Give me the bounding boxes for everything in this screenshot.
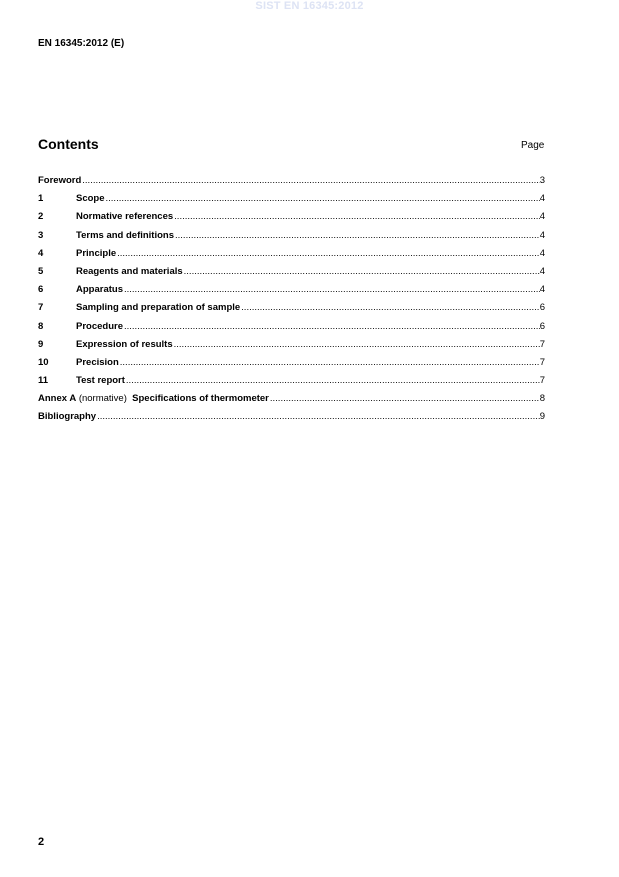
- toc-entry-expression-of-results[interactable]: [38, 339, 545, 357]
- toc-annex-label: Annex A: [38, 393, 77, 405]
- toc-entry-number: 2: [38, 211, 44, 223]
- toc-entry-title: Precision: [76, 356, 119, 368]
- toc-leader-dots: [120, 357, 540, 368]
- toc-entry-test-report[interactable]: [38, 375, 545, 393]
- toc-entry-page: 4: [539, 265, 545, 277]
- toc-entry-normative-references[interactable]: [38, 211, 545, 229]
- toc-entry-number: 9: [38, 338, 44, 350]
- toc-leader-dots: [241, 302, 540, 313]
- toc-entry-page: 4: [539, 211, 545, 223]
- toc-entry-page: 9: [539, 411, 545, 423]
- page-number: 2: [38, 836, 45, 848]
- document-id-header: EN 16345:2012 (E): [38, 38, 125, 49]
- watermark-text: SIST EN 16345:2012: [255, 0, 364, 12]
- toc-entry-number: 3: [38, 229, 44, 241]
- toc-annex-title: Specifications of thermometer: [132, 393, 269, 405]
- toc-entry-title: Sampling and preparation of sample: [76, 302, 241, 314]
- toc-entry-title: Foreword: [38, 175, 82, 186]
- toc-entry-title: Expression of results: [76, 338, 173, 350]
- toc-entry-title: Apparatus: [76, 284, 123, 296]
- toc-entry-number: 6: [38, 284, 44, 296]
- toc-entry-number: 4: [38, 247, 44, 259]
- toc-leader-dots: [270, 393, 540, 404]
- toc-entry-number: 7: [38, 302, 44, 314]
- toc-leader-dots: [82, 175, 539, 186]
- toc-entry-number: 5: [38, 265, 44, 277]
- toc-entry-bibliography[interactable]: [38, 411, 545, 429]
- toc-entry-principle[interactable]: [38, 248, 545, 266]
- toc-leader-dots: [174, 339, 540, 350]
- toc-annex-qualifier: (normative): [78, 393, 127, 405]
- toc-entry-page: 7: [539, 356, 545, 368]
- toc-entry-title: Normative references: [76, 211, 174, 223]
- toc-entry-reagents-and-materials[interactable]: [38, 266, 545, 284]
- toc-entry-number: 10: [38, 356, 49, 368]
- toc-entry-title: Principle: [76, 247, 117, 259]
- toc-entry-number: 1: [38, 193, 44, 205]
- toc-leader-dots: [124, 321, 540, 332]
- toc-entry-page: 4: [539, 247, 545, 259]
- toc-entry-page: 6: [539, 302, 545, 314]
- toc-entry-procedure[interactable]: [38, 321, 545, 339]
- toc-entry-precision[interactable]: [38, 357, 545, 375]
- toc-entry-page: 4: [539, 193, 545, 205]
- toc-entry-title: Test report: [76, 375, 125, 387]
- toc-entry-page: 3: [539, 175, 545, 186]
- toc-annex-title-group: [38, 393, 270, 404]
- toc-entry-foreword[interactable]: [38, 175, 545, 193]
- toc-leader-dots: [174, 211, 540, 222]
- toc-entry-terms-and-definitions[interactable]: [38, 230, 545, 248]
- toc-leader-dots: [106, 193, 540, 204]
- toc-entry-scope[interactable]: [38, 193, 545, 211]
- toc-entry-annex-a[interactable]: [38, 393, 545, 411]
- toc-entry-page: 4: [539, 229, 545, 241]
- toc-entry-title: Bibliography: [38, 411, 97, 423]
- toc-entry-page: 7: [539, 338, 545, 350]
- toc-entry-page: 8: [539, 393, 545, 405]
- toc-entry-page: 7: [539, 375, 545, 387]
- contents-heading: Contents: [38, 136, 99, 152]
- toc-entry-sampling[interactable]: [38, 302, 545, 320]
- toc-entry-number: 11: [38, 375, 49, 387]
- toc-leader-dots: [184, 266, 540, 277]
- toc-entry-number: 8: [38, 320, 44, 332]
- toc-leader-dots: [126, 375, 540, 386]
- table-of-contents: [38, 175, 545, 430]
- toc-entry-page: 4: [539, 284, 545, 296]
- toc-leader-dots: [175, 230, 540, 241]
- toc-leader-dots: [124, 284, 540, 295]
- page-column-label: Page: [521, 140, 545, 151]
- toc-entry-apparatus[interactable]: [38, 284, 545, 302]
- toc-entry-title: Procedure: [76, 320, 123, 332]
- toc-entry-page: 6: [539, 320, 545, 332]
- toc-leader-dots: [117, 248, 540, 259]
- toc-entry-title: Reagents and materials: [76, 265, 183, 277]
- toc-entry-title: Terms and definitions: [76, 229, 175, 241]
- toc-entry-title: Scope: [76, 193, 105, 205]
- toc-leader-dots: [97, 411, 540, 422]
